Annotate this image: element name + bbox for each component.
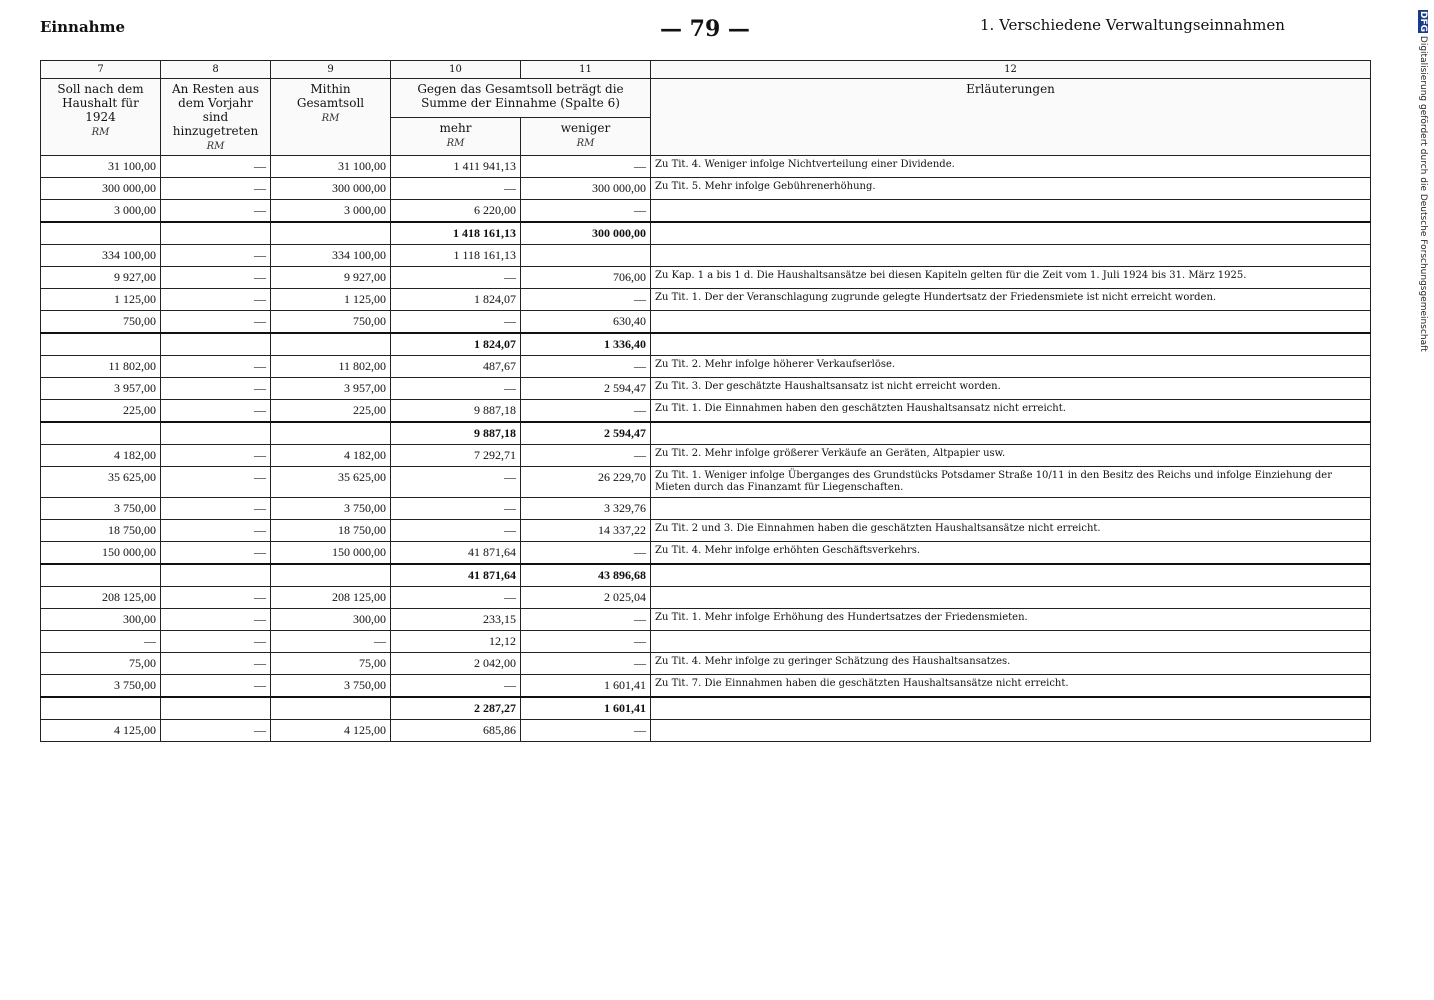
table-row bbox=[41, 356, 1371, 378]
cell-weniger: — bbox=[521, 609, 651, 631]
cell-mehr: 233,15 bbox=[391, 609, 521, 631]
cell-mehr: 9 887,18 bbox=[391, 400, 521, 423]
cell-reste: — bbox=[161, 445, 271, 467]
cell-reste: — bbox=[161, 356, 271, 378]
cell-soll: — bbox=[41, 631, 161, 653]
cell-weniger: — bbox=[521, 631, 651, 653]
cell-mehr: 2 042,00 bbox=[391, 653, 521, 675]
table-row bbox=[41, 178, 1371, 200]
header-soll bbox=[41, 79, 161, 156]
cell-weniger: 43 896,68 bbox=[521, 564, 651, 587]
page-title: Einnahme bbox=[40, 18, 125, 36]
unit-label: RM bbox=[446, 137, 465, 149]
cell-weniger: — bbox=[521, 720, 651, 742]
cell-reste: — bbox=[161, 653, 271, 675]
cell-reste: — bbox=[161, 267, 271, 289]
cell-reste: — bbox=[161, 587, 271, 609]
cell-mehr: 1 418 161,13 bbox=[391, 222, 521, 245]
cell-gesamtsoll bbox=[271, 564, 391, 587]
table-row bbox=[41, 245, 1371, 267]
ledger-table-container bbox=[40, 60, 1370, 960]
cell-soll: 9 927,00 bbox=[41, 267, 161, 289]
cell-soll: 4 182,00 bbox=[41, 445, 161, 467]
table-row bbox=[41, 609, 1371, 631]
table-row bbox=[41, 587, 1371, 609]
cell-reste bbox=[161, 222, 271, 245]
cell-mehr: — bbox=[391, 520, 521, 542]
cell-soll: 4 125,00 bbox=[41, 720, 161, 742]
cell-weniger: — bbox=[521, 356, 651, 378]
cell-note: Zu Tit. 5. Mehr infolge Gebührenerhöhung. bbox=[651, 178, 1371, 200]
cell-note: Zu Tit. 4. Weniger infolge Nichtverteilung einer Dividende. bbox=[651, 156, 1371, 178]
cell-weniger: 300 000,00 bbox=[521, 222, 651, 245]
cell-soll: 225,00 bbox=[41, 400, 161, 423]
cell-weniger: — bbox=[521, 400, 651, 423]
cell-weniger: 1 601,41 bbox=[521, 697, 651, 720]
cell-reste: — bbox=[161, 720, 271, 742]
subtotal-row bbox=[41, 697, 1371, 720]
cell-mehr: 9 887,18 bbox=[391, 422, 521, 445]
cell-mehr: 2 287,27 bbox=[391, 697, 521, 720]
cell-gesamtsoll: 9 927,00 bbox=[271, 267, 391, 289]
table-row bbox=[41, 720, 1371, 742]
cell-weniger: 630,40 bbox=[521, 311, 651, 334]
cell-weniger: 2 025,04 bbox=[521, 587, 651, 609]
cell-note bbox=[651, 245, 1371, 267]
header-weniger-label: weniger bbox=[560, 120, 611, 135]
cell-mehr: 1 824,07 bbox=[391, 289, 521, 311]
cell-note: Zu Tit. 2. Mehr infolge größerer Verkäufe an Geräten, Altpapier usw. bbox=[651, 445, 1371, 467]
cell-note bbox=[651, 422, 1371, 445]
unit-label: RM bbox=[321, 113, 340, 124]
cell-reste: — bbox=[161, 498, 271, 520]
cell-soll bbox=[41, 222, 161, 245]
cell-soll: 3 000,00 bbox=[41, 200, 161, 223]
cell-reste: — bbox=[161, 631, 271, 653]
cell-note: Zu Tit. 7. Die Einnahmen haben die geschätzten Haushaltsansätze nicht erreicht. bbox=[651, 675, 1371, 698]
cell-reste: — bbox=[161, 542, 271, 565]
cell-gesamtsoll: 150 000,00 bbox=[271, 542, 391, 565]
cell-soll bbox=[41, 564, 161, 587]
cell-reste: — bbox=[161, 609, 271, 631]
cell-soll: 208 125,00 bbox=[41, 587, 161, 609]
header-mehr-label: mehr bbox=[439, 120, 472, 135]
cell-note: Zu Kap. 1 a bis 1 d. Die Haushaltsansätze bei diesen Kapiteln gelten für die Zeit vom 1. Juli 1924 bis 31. März 1925. bbox=[651, 267, 1371, 289]
cell-note: Zu Tit. 1. Die Einnahmen haben den geschätzten Haushaltsansatz nicht erreicht. bbox=[651, 400, 1371, 423]
header-reste-label: An Resten aus dem Vorjahr sind hinzugetreten bbox=[171, 82, 259, 138]
cell-gesamtsoll: 18 750,00 bbox=[271, 520, 391, 542]
cell-soll: 300,00 bbox=[41, 609, 161, 631]
header-gesamtsoll-label: Mithin Gesamtsoll bbox=[296, 82, 365, 110]
cell-gesamtsoll: — bbox=[271, 631, 391, 653]
cell-weniger: — bbox=[521, 445, 651, 467]
header-soll-label: Soll nach dem Haushalt für 1924 bbox=[57, 82, 144, 124]
cell-mehr: — bbox=[391, 311, 521, 334]
cell-reste: — bbox=[161, 178, 271, 200]
cell-weniger: 26 229,70 bbox=[521, 467, 651, 498]
unit-label: RM bbox=[576, 137, 595, 149]
col-num-12: 12 bbox=[651, 61, 1371, 79]
table-row bbox=[41, 653, 1371, 675]
cell-reste: — bbox=[161, 378, 271, 400]
cell-mehr: 1 824,07 bbox=[391, 333, 521, 356]
cell-mehr: 685,86 bbox=[391, 720, 521, 742]
column-header-row bbox=[41, 79, 1371, 118]
cell-note: Zu Tit. 1. Der der Veranschlagung zugrunde gelegte Hundertsatz der Friedensmiete ist nicht erreicht worden. bbox=[651, 289, 1371, 311]
ledger-body bbox=[41, 156, 1371, 742]
cell-reste bbox=[161, 697, 271, 720]
cell-note: Zu Tit. 1. Mehr infolge Erhöhung des Hundertsatzes der Friedensmieten. bbox=[651, 609, 1371, 631]
cell-mehr: 1 411 941,13 bbox=[391, 156, 521, 178]
cell-gesamtsoll: 4 182,00 bbox=[271, 445, 391, 467]
cell-soll bbox=[41, 697, 161, 720]
cell-weniger: 1 601,41 bbox=[521, 675, 651, 698]
col-num-11: 11 bbox=[521, 61, 651, 79]
cell-gesamtsoll bbox=[271, 333, 391, 356]
cell-soll: 35 625,00 bbox=[41, 467, 161, 498]
cell-mehr: — bbox=[391, 178, 521, 200]
cell-note: Zu Tit. 1. Weniger infolge Überganges des Grundstücks Potsdamer Straße 10/11 in den Besitz des Reichs und infolge Einziehung der Mieten durch das Finanzamt für Liegenschaften. bbox=[651, 467, 1371, 498]
header-reste bbox=[161, 79, 271, 156]
cell-reste: — bbox=[161, 400, 271, 423]
column-number-row bbox=[41, 61, 1371, 79]
cell-gesamtsoll: 334 100,00 bbox=[271, 245, 391, 267]
col-num-8: 8 bbox=[161, 61, 271, 79]
table-row bbox=[41, 445, 1371, 467]
cell-gesamtsoll: 31 100,00 bbox=[271, 156, 391, 178]
table-row bbox=[41, 675, 1371, 698]
cell-gesamtsoll: 3 750,00 bbox=[271, 498, 391, 520]
cell-mehr: — bbox=[391, 498, 521, 520]
cell-mehr: 12,12 bbox=[391, 631, 521, 653]
cell-reste bbox=[161, 422, 271, 445]
cell-weniger bbox=[521, 245, 651, 267]
cell-gesamtsoll bbox=[271, 697, 391, 720]
cell-weniger: 14 337,22 bbox=[521, 520, 651, 542]
cell-gesamtsoll: 3 957,00 bbox=[271, 378, 391, 400]
cell-mehr: 7 292,71 bbox=[391, 445, 521, 467]
cell-weniger: — bbox=[521, 653, 651, 675]
cell-mehr: — bbox=[391, 675, 521, 698]
cell-note bbox=[651, 697, 1371, 720]
cell-weniger: 706,00 bbox=[521, 267, 651, 289]
credit-text: Digitalisierung gefördert durch die Deutsche Forschungsgemeinschaft bbox=[1418, 35, 1428, 352]
subtotal-row bbox=[41, 564, 1371, 587]
cell-weniger: 2 594,47 bbox=[521, 422, 651, 445]
unit-label: RM bbox=[206, 141, 225, 152]
table-row bbox=[41, 400, 1371, 423]
cell-soll: 75,00 bbox=[41, 653, 161, 675]
table-row bbox=[41, 289, 1371, 311]
cell-reste: — bbox=[161, 245, 271, 267]
ledger-table bbox=[40, 60, 1371, 742]
cell-gesamtsoll: 75,00 bbox=[271, 653, 391, 675]
cell-mehr: — bbox=[391, 378, 521, 400]
table-row bbox=[41, 311, 1371, 334]
cell-soll: 3 750,00 bbox=[41, 675, 161, 698]
table-row bbox=[41, 542, 1371, 565]
cell-weniger: — bbox=[521, 542, 651, 565]
section-title: 1. Verschiedene Verwaltungseinnahmen bbox=[980, 16, 1285, 34]
cell-weniger: 300 000,00 bbox=[521, 178, 651, 200]
cell-gesamtsoll: 35 625,00 bbox=[271, 467, 391, 498]
cell-gesamtsoll: 3 000,00 bbox=[271, 200, 391, 223]
cell-weniger: 2 594,47 bbox=[521, 378, 651, 400]
cell-weniger: 3 329,76 bbox=[521, 498, 651, 520]
cell-note bbox=[651, 564, 1371, 587]
col-num-9: 9 bbox=[271, 61, 391, 79]
cell-gesamtsoll: 300 000,00 bbox=[271, 178, 391, 200]
table-row bbox=[41, 467, 1371, 498]
cell-reste: — bbox=[161, 675, 271, 698]
cell-note bbox=[651, 720, 1371, 742]
table-row bbox=[41, 520, 1371, 542]
cell-soll: 1 125,00 bbox=[41, 289, 161, 311]
header-difference: Gegen das Gesamtsoll beträgt die Summe der Einnahme (Spalte 6) bbox=[391, 79, 651, 118]
cell-reste: — bbox=[161, 467, 271, 498]
cell-soll bbox=[41, 422, 161, 445]
table-row bbox=[41, 200, 1371, 223]
cell-note bbox=[651, 311, 1371, 334]
header-erlaeuterungen: Erläuterungen bbox=[651, 79, 1371, 156]
cell-reste bbox=[161, 564, 271, 587]
cell-reste: — bbox=[161, 311, 271, 334]
cell-weniger: — bbox=[521, 289, 651, 311]
col-num-10: 10 bbox=[391, 61, 521, 79]
dfg-badge: DFG bbox=[1418, 11, 1428, 33]
cell-soll: 3 957,00 bbox=[41, 378, 161, 400]
header-gesamtsoll bbox=[271, 79, 391, 156]
cell-soll: 18 750,00 bbox=[41, 520, 161, 542]
cell-reste bbox=[161, 333, 271, 356]
cell-soll: 3 750,00 bbox=[41, 498, 161, 520]
subtotal-row bbox=[41, 422, 1371, 445]
cell-note: Zu Tit. 4. Mehr infolge zu geringer Schätzung des Haushaltsansatzes. bbox=[651, 653, 1371, 675]
cell-reste: — bbox=[161, 520, 271, 542]
digitization-credit bbox=[1414, 10, 1428, 390]
cell-mehr: 41 871,64 bbox=[391, 564, 521, 587]
table-row bbox=[41, 498, 1371, 520]
cell-note: Zu Tit. 2 und 3. Die Einnahmen haben die geschätzten Haushaltsansätze nicht erreicht. bbox=[651, 520, 1371, 542]
cell-gesamtsoll: 225,00 bbox=[271, 400, 391, 423]
unit-label: RM bbox=[91, 127, 110, 138]
cell-soll: 750,00 bbox=[41, 311, 161, 334]
page-number: — 79 — bbox=[660, 16, 750, 42]
cell-gesamtsoll: 3 750,00 bbox=[271, 675, 391, 698]
cell-gesamtsoll: 208 125,00 bbox=[271, 587, 391, 609]
cell-gesamtsoll: 750,00 bbox=[271, 311, 391, 334]
cell-note: Zu Tit. 2. Mehr infolge höherer Verkaufserlöse. bbox=[651, 356, 1371, 378]
col-num-7: 7 bbox=[41, 61, 161, 79]
cell-note: Zu Tit. 4. Mehr infolge erhöhten Geschäftsverkehrs. bbox=[651, 542, 1371, 565]
cell-gesamtsoll bbox=[271, 422, 391, 445]
cell-soll bbox=[41, 333, 161, 356]
cell-soll: 300 000,00 bbox=[41, 178, 161, 200]
cell-soll: 11 802,00 bbox=[41, 356, 161, 378]
cell-reste: — bbox=[161, 289, 271, 311]
cell-reste: — bbox=[161, 200, 271, 223]
cell-reste: — bbox=[161, 156, 271, 178]
cell-note bbox=[651, 200, 1371, 223]
cell-soll: 334 100,00 bbox=[41, 245, 161, 267]
cell-gesamtsoll bbox=[271, 222, 391, 245]
cell-note: Zu Tit. 3. Der geschätzte Haushaltsansatz ist nicht erreicht worden. bbox=[651, 378, 1371, 400]
cell-gesamtsoll: 4 125,00 bbox=[271, 720, 391, 742]
cell-mehr: — bbox=[391, 587, 521, 609]
cell-mehr: 41 871,64 bbox=[391, 542, 521, 565]
subtotal-row bbox=[41, 333, 1371, 356]
cell-mehr: — bbox=[391, 467, 521, 498]
table-row bbox=[41, 156, 1371, 178]
cell-gesamtsoll: 11 802,00 bbox=[271, 356, 391, 378]
cell-mehr: 487,67 bbox=[391, 356, 521, 378]
cell-weniger: — bbox=[521, 200, 651, 223]
cell-note bbox=[651, 222, 1371, 245]
cell-soll: 31 100,00 bbox=[41, 156, 161, 178]
header-weniger bbox=[521, 117, 651, 156]
cell-mehr: — bbox=[391, 267, 521, 289]
cell-note bbox=[651, 498, 1371, 520]
cell-weniger: 1 336,40 bbox=[521, 333, 651, 356]
header-mehr bbox=[391, 117, 521, 156]
table-row bbox=[41, 267, 1371, 289]
cell-note bbox=[651, 631, 1371, 653]
cell-note bbox=[651, 333, 1371, 356]
subtotal-row bbox=[41, 222, 1371, 245]
cell-note bbox=[651, 587, 1371, 609]
cell-soll: 150 000,00 bbox=[41, 542, 161, 565]
table-row bbox=[41, 378, 1371, 400]
cell-mehr: 1 118 161,13 bbox=[391, 245, 521, 267]
table-row bbox=[41, 631, 1371, 653]
cell-weniger: — bbox=[521, 156, 651, 178]
cell-gesamtsoll: 1 125,00 bbox=[271, 289, 391, 311]
cell-mehr: 6 220,00 bbox=[391, 200, 521, 223]
cell-gesamtsoll: 300,00 bbox=[271, 609, 391, 631]
